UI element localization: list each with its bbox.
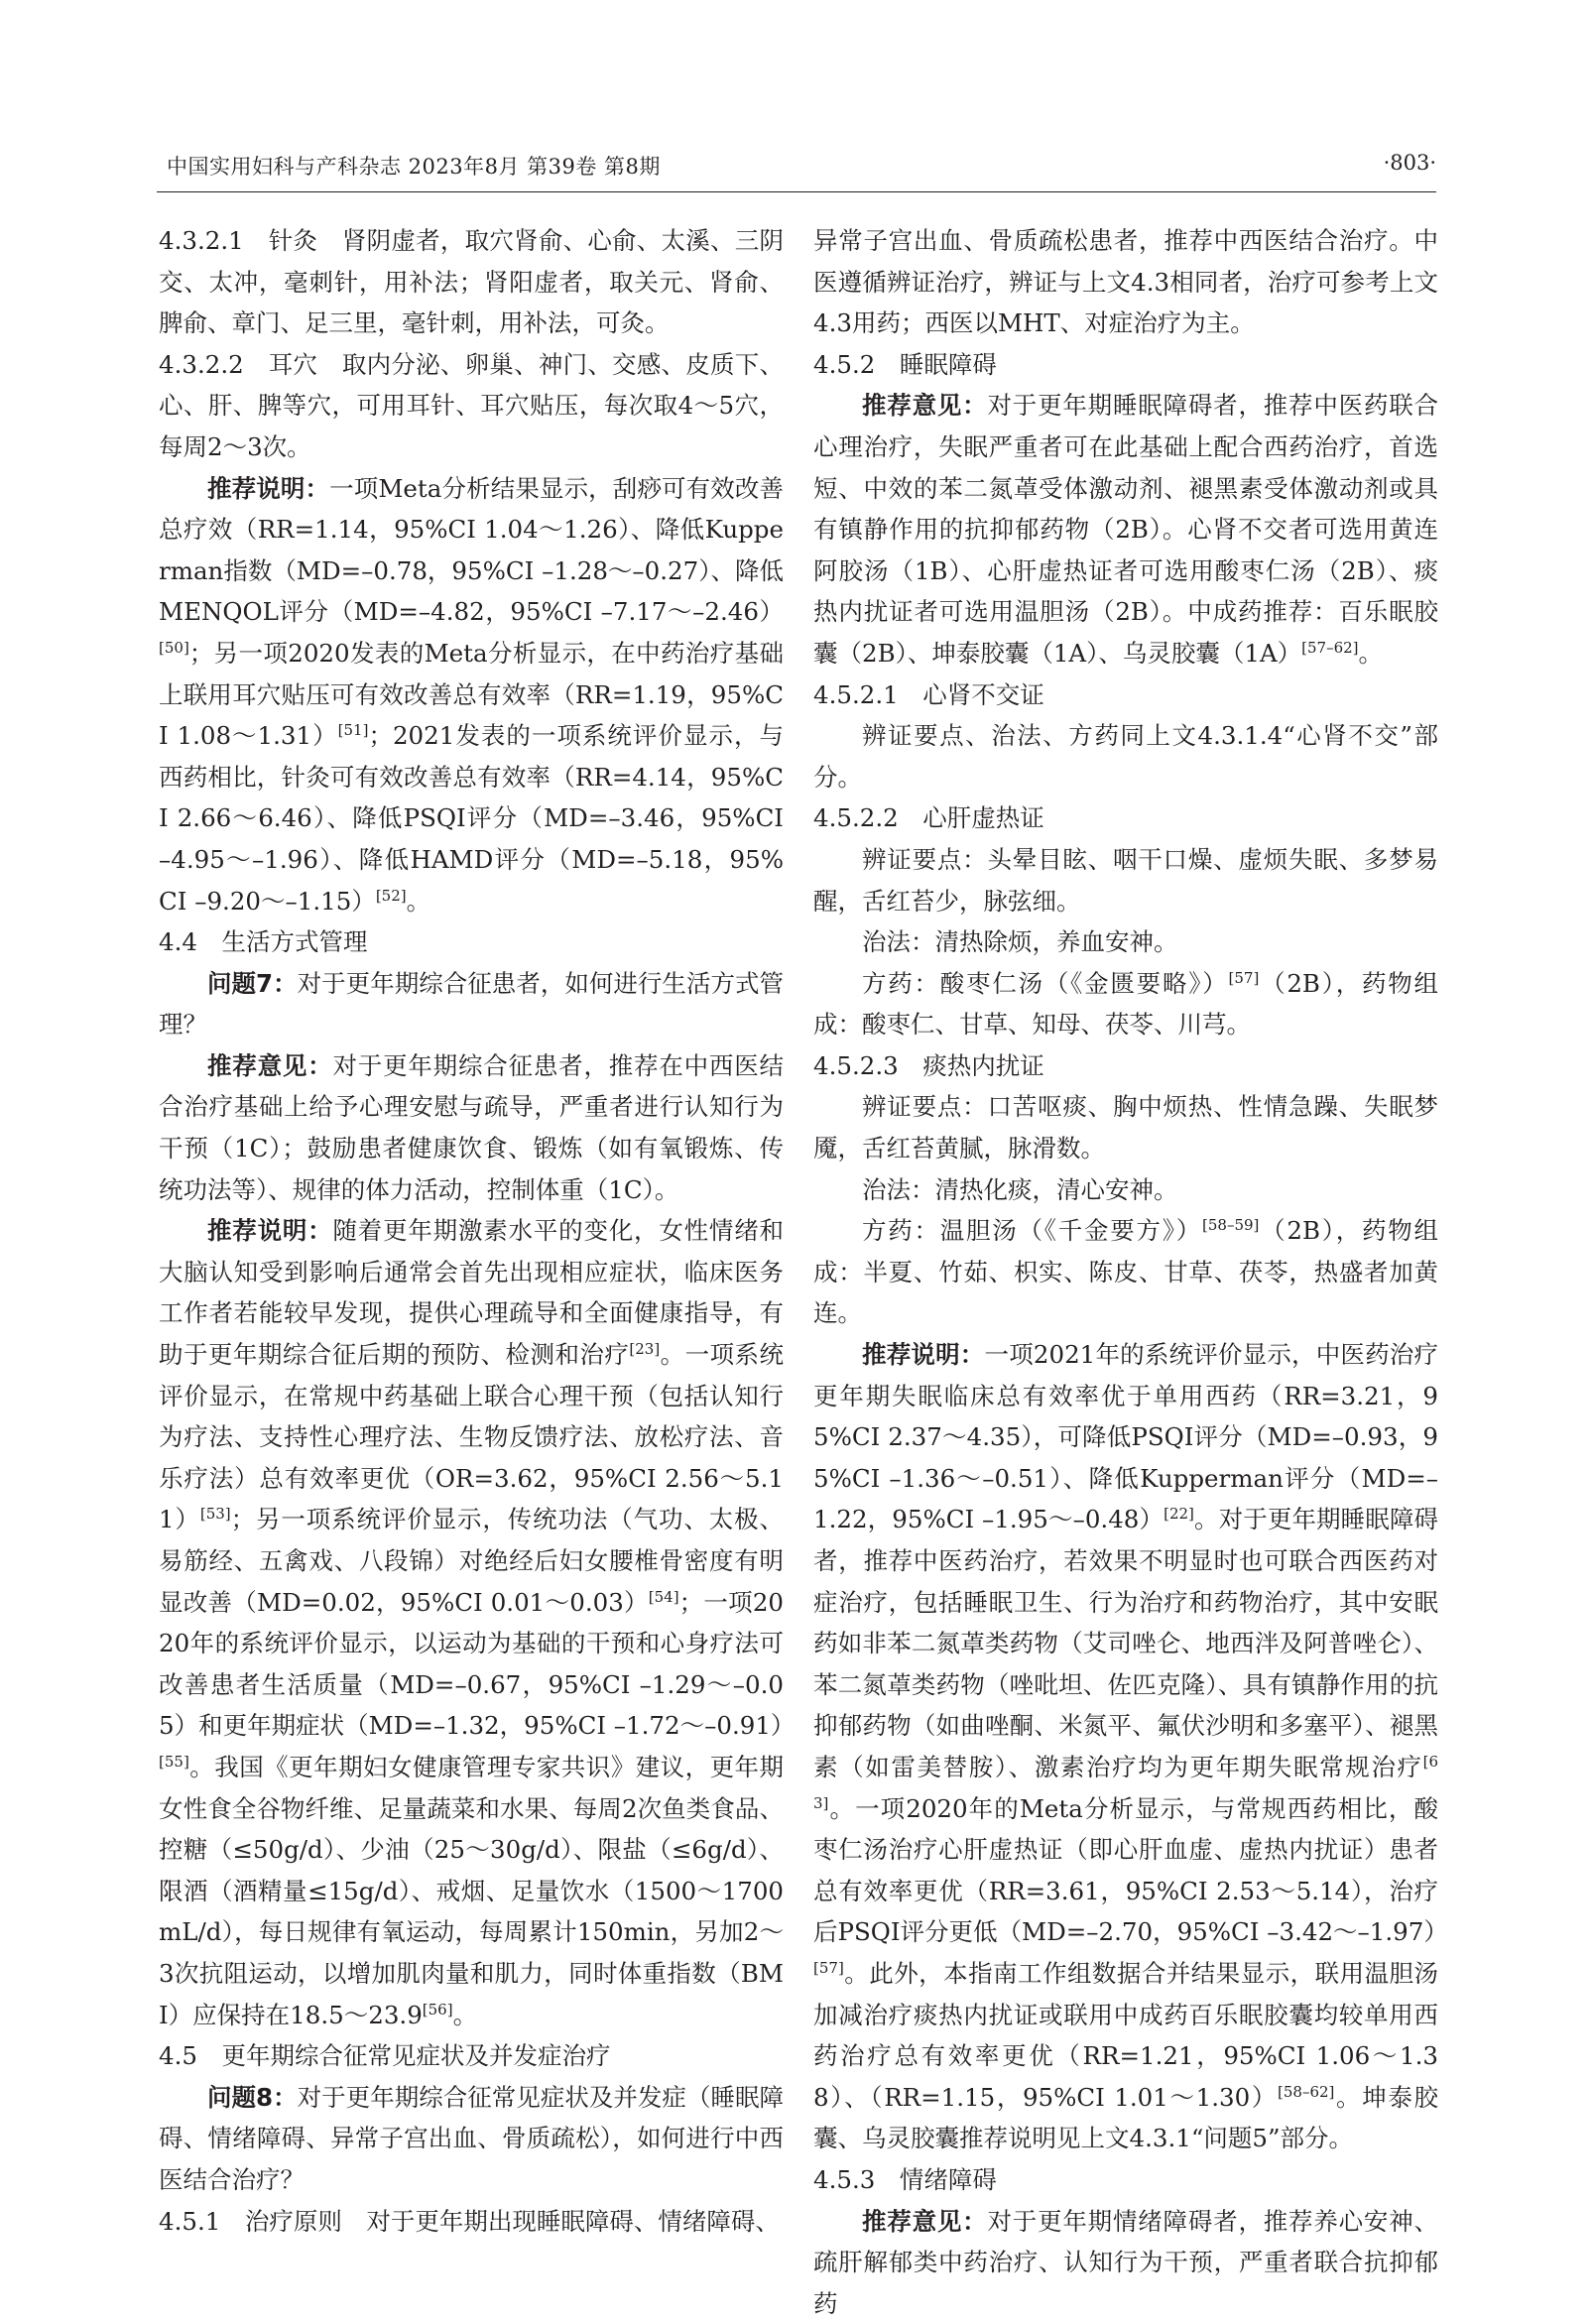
- recommendation-explanation-4-3: 推荐说明：一项Meta分析结果显示，刮痧可有效改善总疗效（RR=1.14，95%CI 1.04～1.26）、降低Kupperman指数（MD=–0.78，95%CI –1.28～–0.27）、降低MENQOL评分（MD=–4.82，95%CI –7.17～–2.46）[50]；另一项2020发表的Meta分析显示，在中药治疗基础上联用耳穴贴压可有效改善总有效率（RR=1.19，95%CI 1.08～1.31）[51]；2021发表的一项系统评价显示，与西药相比，针灸可有效改善总有效率（RR=4.14，95%CI 2.66～6.46）、降低PSQI评分（MD=–3.46，95%CI –4.95～–1.96）、降低HAMD评分（MD=–5.18，95%CI –9.20～–1.15）[52]。: [159, 468, 784, 922]
- explanation-label: 推荐说明：: [207, 474, 329, 503]
- diagnosis-points-4-5-2-3: 辨证要点：口苦呕痰、胸中烦热、性情急躁、失眠梦魇，舌红苔黄腻，脉滑数。: [813, 1086, 1438, 1168]
- citation: [50]: [159, 639, 189, 657]
- citation: [54]: [649, 1588, 679, 1606]
- recommendation-explanation-7: 推荐说明：随着更年期激素水平的变化，女性情绪和大脑认知受到影响后通常会首先出现相应症状，临床医务工作者若能较早发现，提供心理疏导和全面健康指导，有助于更年期综合征后期的预防、检测和治疗[23]。一项系统评价显示，在常规中药基础上联合心理干预（包括认知行为疗法、支持性心理疗法、生物反馈疗法、放松疗法、音乐疗法）总有效率更优（OR=3.62，95%CI 2.56～5.11）[53]；另一项系统评价显示，传统功法（气功、太极、易筋经、五禽戏、八段锦）对绝经后妇女腰椎骨密度有明显改善（MD=0.02，95%CI 0.01～0.03）[54]；一项2020年的系统评价显示，以运动为基础的干预和心身疗法可改善患者生活质量（MD=–0.67，95%CI –1.29～–0.05）和更年期症状（MD=–1.32，95%CI –1.72～–0.91）[55]。我国《更年期妇女健康管理专家共识》建议，更年期女性食全谷物纤维、足量蔬菜和水果、每周2次鱼类食品、控糖（≤50g/d）、少油（25～30g/d）、限盐（≤6g/d）、限酒（酒精量≤15g/d）、戒烟、足量饮水（1500～1700mL/d），每日规律有氧运动，每周累计150min，另加2～3次抗阻运动，以增加肌肉量和肌力，同时体重指数（BMI）应保持在18.5～23.9[56]。: [159, 1210, 784, 2035]
- section-4-5-1-principle: 4.5.1 治疗原则 对于更年期出现睡眠障碍、情绪障碍、: [159, 2201, 784, 2243]
- citation: [51]: [338, 721, 369, 739]
- header-rule: [157, 191, 1436, 192]
- citation: [57]: [1229, 969, 1260, 987]
- recommendation-label: 推荐意见：: [862, 391, 987, 420]
- question-label: 问题8：: [207, 2083, 298, 2112]
- page-number: ·803·: [1384, 151, 1436, 175]
- treatment-4-5-2-3: 治法：清热化痰，清心安神。: [813, 1169, 1438, 1211]
- journal-title: 中国实用妇科与产科杂志 2023年8月 第39卷 第8期: [167, 151, 661, 181]
- section-4-3-2-1-acupuncture: 4.3.2.1 针灸 肾阴虚者，取穴肾俞、心俞、太溪、三阴交、太冲，毫刺针，用补法；肾阳虚者，取关元、肾俞、脾俞、章门、足三里，毫针刺，用补法，可灸。: [159, 220, 784, 344]
- explanation-label: 推荐说明：: [862, 1340, 985, 1369]
- citation: [56]: [423, 2001, 453, 2018]
- recommendation-mood: 推荐意见：对于更年期情绪障碍者，推荐养心安神、疏肝解郁类中药治疗、认知行为干预，严重者联合抗抑郁药: [813, 2201, 1438, 2324]
- citation: [22]: [1164, 1505, 1194, 1523]
- section-heading-4-5-2-3: 4.5.2.3 痰热内扰证: [813, 1045, 1438, 1087]
- section-heading-4-5-3: 4.5.3 情绪障碍: [813, 2159, 1438, 2201]
- section-heading-4-4: 4.4 生活方式管理: [159, 921, 784, 963]
- citation: [53]: [200, 1505, 231, 1523]
- recommendation-label: 推荐意见：: [207, 1051, 332, 1080]
- question-8: 问题8：对于更年期综合征常见症状及并发症（睡眠障碍、情绪障碍、异常子宫出血、骨质疏松），如何进行中西医结合治疗？: [159, 2077, 784, 2201]
- right-column: [813, 220, 1438, 2324]
- recommendation-explanation-sleep: 推荐说明：一项2021年的系统评价显示，中医药治疗更年期失眠临床总有效率优于单用西药（RR=3.21，95%CI 2.37～4.35），可降低PSQI评分（MD=–0.93，95%CI –1.36～–0.51）、降低Kupperman评分（MD=–1.22，95%CI –1.95～–0.48）[22]。对于更年期睡眠障碍者，推荐中医药治疗，若效果不明显时也可联合西医药对症治疗，包括睡眠卫生、行为治疗和药物治疗，其中安眠药如非苯二氮䓬类药物（艾司唑仑、地西泮及阿普唑仑）、苯二氮䓬类药物（唑吡坦、佐匹克隆）、具有镇静作用的抗抑郁药物（如曲唑酮、米氮平、氟伏沙明和多塞平）、褪黑素（如雷美替胺）、激素治疗均为更年期失眠常规治疗[63]。一项2020年的Meta分析显示，与常规西药相比，酸枣仁汤治疗心肝虚热证（即心肝血虚、虚热内扰证）患者总有效率更优（RR=3.61，95%CI 2.53～5.14），治疗后PSQI评分更低（MD=–2.70，95%CI –3.42～–1.97）[57]。此外，本指南工作组数据合并结果显示，联用温胆汤加减治疗痰热内扰证或联用中成药百乐眠胶囊均较单用西药治疗总有效率更优（RR=1.21，95%CI 1.06～1.38）、（RR=1.15，95%CI 1.01～1.30）[58–62]。坤泰胶囊、乌灵胶囊推荐说明见上文4.3.1“问题5”部分。: [813, 1334, 1438, 2159]
- prescription-4-5-2-2: 方药：酸枣仁汤（《金匮要略》）[57]（2B），药物组成：酸枣仁、甘草、知母、茯苓、川芎。: [813, 963, 1438, 1045]
- citation: [52]: [376, 887, 407, 905]
- section-heading-4-5-2-2: 4.5.2.2 心肝虚热证: [813, 797, 1438, 839]
- page-header: [0, 0, 1593, 198]
- prescription-4-5-2-3: 方药：温胆汤（《千金要方》）[58–59]（2B），药物组成：半夏、竹茹、枳实、陈皮、甘草、茯苓，热盛者加黄连。: [813, 1210, 1438, 1334]
- section-4-3-2-2-auricular: 4.3.2.2 耳穴 取内分泌、卵巢、神门、交感、皮质下、心、肝、脾等穴，可用耳针、耳穴贴压，每次取4～5穴，每周2～3次。: [159, 344, 784, 468]
- section-heading-4-5-2: 4.5.2 睡眠障碍: [813, 344, 1438, 386]
- section-heading-4-5: 4.5 更年期综合征常见症状及并发症治疗: [159, 2035, 784, 2077]
- citation: [23]: [629, 1340, 660, 1358]
- recommendation-label: 推荐意见：: [862, 2207, 987, 2236]
- left-column: [159, 220, 784, 2242]
- section-heading-4-5-2-1: 4.5.2.1 心肾不交证: [813, 674, 1438, 716]
- question-label: 问题7：: [207, 969, 298, 998]
- explanation-label: 推荐说明：: [207, 1216, 332, 1245]
- treatment-4-5-2-2: 治法：清热除烦，养血安神。: [813, 921, 1438, 963]
- diagnosis-points-4-5-2-2: 辨证要点：头晕目眩、咽干口燥、虚烦失眠、多梦易醒，舌红苔少，脉弦细。: [813, 839, 1438, 921]
- section-4-5-2-1-text: 辨证要点、治法、方药同上文4.3.1.4“心肾不交”部分。: [813, 715, 1438, 797]
- citation: [63]: [813, 1753, 1438, 1812]
- citation: [58–59]: [1202, 1216, 1259, 1234]
- section-4-5-1-continued: 异常子宫出血、骨质疏松患者，推荐中西医结合治疗。中医遵循辨证治疗，辨证与上文4.3相同者，治疗可参考上文4.3用药；西医以MHT、对症治疗为主。: [813, 220, 1438, 344]
- citation: [55]: [159, 1753, 189, 1771]
- citation: [57]: [813, 1959, 844, 1977]
- citation: [57–62]: [1301, 639, 1358, 657]
- citation: [58–62]: [1278, 2083, 1334, 2101]
- question-7: 问题7：对于更年期综合征患者，如何进行生活方式管理？: [159, 963, 784, 1045]
- recommendation-sleep: 推荐意见：对于更年期睡眠障碍者，推荐中医药联合心理治疗，失眠严重者可在此基础上配合西药治疗，首选短、中效的苯二氮䓬受体激动剂、褪黑素受体激动剂或具有镇静作用的抗抑郁药物（2B）。心肾不交者可选用黄连阿胶汤（1B）、心肝虚热证者可选用酸枣仁汤（2B）、痰热内扰证者可选用温胆汤（2B）。中成药推荐：百乐眠胶囊（2B）、坤泰胶囊（1A）、乌灵胶囊（1A）[57–62]。: [813, 385, 1438, 673]
- recommendation-7: 推荐意见：对于更年期综合征患者，推荐在中西医结合治疗基础上给予心理安慰与疏导，严重者进行认知行为干预（1C）；鼓励患者健康饮食、锻炼（如有氧锻炼、传统功法等）、规律的体力活动，控制体重（1C）。: [159, 1045, 784, 1210]
